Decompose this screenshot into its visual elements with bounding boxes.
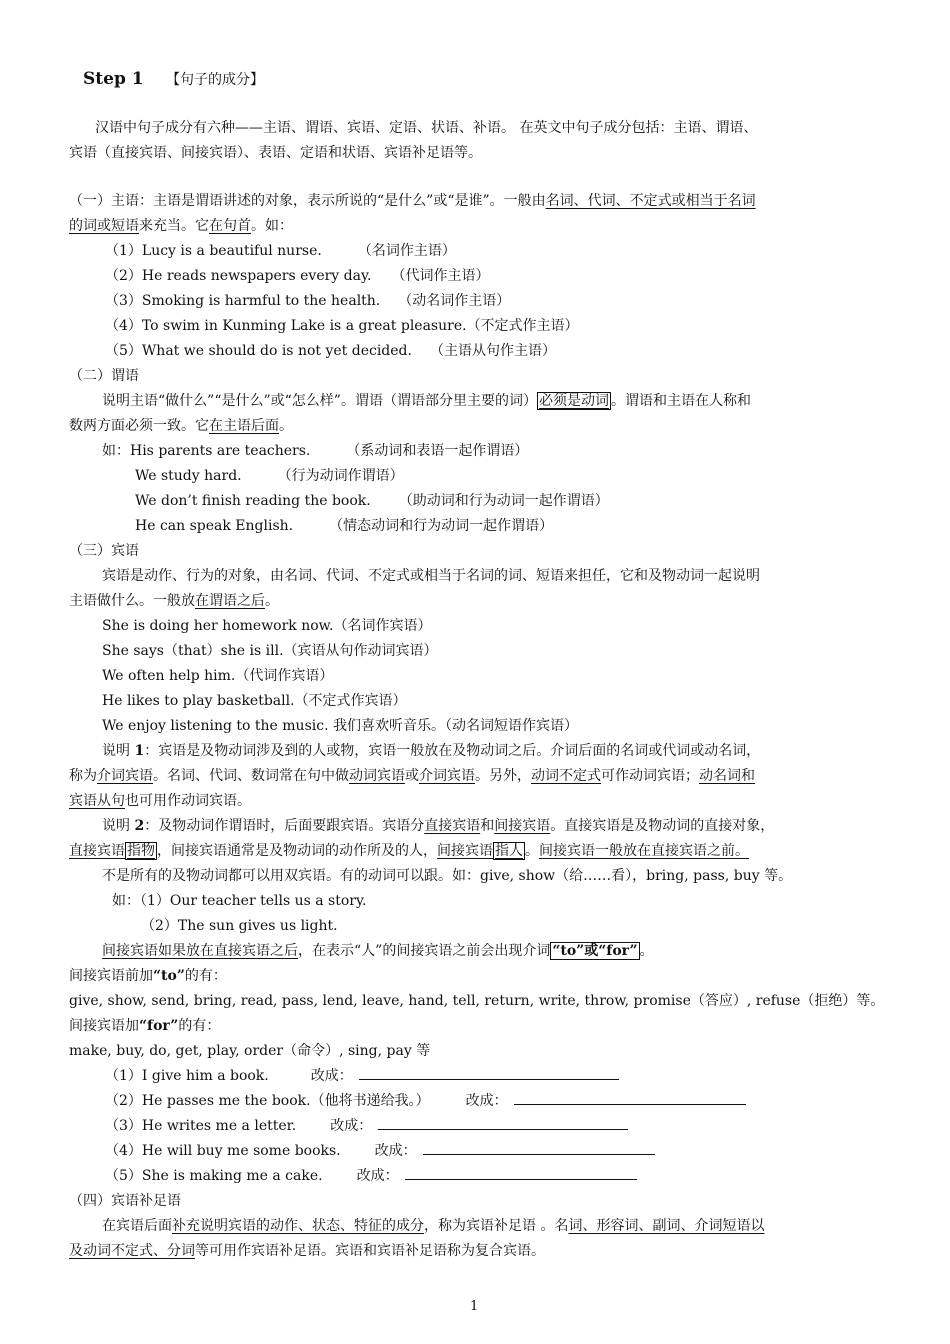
text: 在宾语后面 (102, 1218, 172, 1234)
underlined-text: 宾语从句 (69, 793, 125, 809)
example-note: （动名词作主语） (398, 293, 511, 309)
underlined-text: 间接宾语一般放在直接宾语之前。 (539, 843, 749, 859)
example-line (135, 492, 609, 510)
example-note: （主语从句作主语） (429, 343, 556, 359)
section-title: （二）谓语 (69, 368, 139, 384)
underlined-text: 间接宾语 (437, 843, 493, 859)
text: 说明主语“做什么”“是什么”或“怎么样”。谓语（谓语部分里主要的词） (102, 393, 537, 409)
example-note: （名词作主语） (357, 243, 456, 259)
drill-item (105, 1142, 655, 1160)
text: 数两方面必须一致。它 (69, 418, 209, 434)
text: 。如： (251, 218, 293, 234)
drill-question: （3）He writes me a letter. (105, 1118, 297, 1134)
text: 。谓语和主语在人称和 (610, 393, 751, 409)
text: 的有： (184, 968, 227, 984)
drill-label: 改成： (356, 1168, 399, 1184)
example-note: （代词作主语） (391, 268, 490, 284)
for-verbs-list: make, buy, do, get, play, order（命令）, sing, pay 等 (69, 1043, 431, 1059)
text: 说明 (102, 818, 135, 834)
underlined-text: 介词宾语 (419, 768, 475, 784)
bold-text: “to” (153, 968, 185, 984)
answer-blank[interactable] (359, 1067, 619, 1080)
example-sentence: （2）He reads newspapers every day. (105, 268, 372, 284)
underlined-text: 名词、代词、不定式或相当于名词 (545, 193, 756, 209)
intro-line-1: 汉语中句子成分有六种——主语、谓语、宾语、定语、状语、补语。 在英文中句子成分包括：主语、谓语、 (95, 120, 758, 136)
underlined-text: 动词宾语 (349, 768, 405, 784)
text: 。直接宾语是及物动词的直接对象， (550, 818, 775, 834)
drill-label: 改成： (330, 1118, 373, 1134)
answer-blank[interactable] (423, 1142, 655, 1155)
example-line (135, 467, 404, 485)
note-1-line-2 (69, 767, 755, 785)
boxed-text: “to”或“for” (552, 943, 638, 959)
text: 也可用作动词宾语。 (125, 793, 251, 809)
complement-definition-line-1 (102, 1217, 764, 1235)
object-definition-line-2 (69, 592, 279, 610)
note-2-line-1 (102, 817, 774, 835)
example-line: 如：（1）Our teacher tells us a story. (112, 893, 367, 909)
note-1-line-3 (69, 792, 251, 810)
example-sentence: He can speak English. (135, 518, 294, 534)
boxed-text: 必须是动词 (538, 393, 609, 409)
to-verbs-heading (69, 967, 227, 985)
text: 间接宾语加 (69, 1018, 139, 1034)
example-line (102, 442, 528, 460)
example-line: She is doing her homework now.（名词作宾语） (102, 618, 432, 634)
note-1-line-1 (102, 742, 760, 760)
example-line: （2）The sun gives us light. (141, 918, 338, 934)
drill-question: （1）I give him a book. (105, 1068, 269, 1084)
drill-label: 改成： (374, 1143, 417, 1159)
text: 和 (480, 818, 495, 834)
topic-label: 【句子的成分】 (166, 72, 265, 88)
example-note: （行为动词作谓语） (277, 468, 404, 484)
drill-item (105, 1117, 628, 1135)
example-line: He likes to play basketball.（不定式作宾语） (102, 693, 407, 709)
predicate-definition-line-1 (102, 392, 751, 410)
text: （一）主语：主语是谓语讲述的对象，表示所说的“是什么”或“是谁”。一般由 (69, 193, 546, 209)
drill-label: 改成： (465, 1093, 508, 1109)
note-number: 1 (134, 743, 145, 759)
underlined-text: 间接宾语如果放在直接宾语之后 (102, 943, 298, 959)
drill-item (105, 1167, 637, 1185)
to-verbs-list: give, show, send, bring, read, pass, lend, leave, hand, tell, return, write, throw, promise（答应）, refuse（拒绝）等。 (69, 993, 885, 1009)
intro-line-2: 宾语（直接宾语、间接宾语）、表语、定语和状语、宾语补足语等。 (69, 145, 482, 161)
example-line: We often help him.（代词作宾语） (102, 668, 334, 684)
underlined-text: 在句首 (209, 218, 251, 234)
underlined-text: 动名词和 (699, 768, 755, 784)
section-title: （四）宾语补足语 (69, 1193, 181, 1209)
example-line: She says（that）she is ill.（宾语从句作动词宾语） (102, 643, 438, 659)
answer-blank[interactable] (514, 1092, 746, 1105)
text: 说明 (102, 743, 135, 759)
underlined-text: 直接宾语 (69, 843, 125, 859)
example-line (105, 292, 510, 310)
answer-blank[interactable] (378, 1117, 628, 1130)
example-note: （情态动词和行为动词一起作谓语） (329, 518, 554, 534)
text: 或 (405, 768, 419, 784)
underlined-text: 动词不定式 (531, 768, 601, 784)
example-note: （系动词和表语一起作谓语） (346, 443, 529, 459)
text: 可作动词宾语； (601, 768, 699, 784)
text: ：及物动词作谓语时，后面要跟宾语。宾语分 (144, 818, 425, 834)
text: ：宾语是及物动词涉及到的人或物，宾语一般放在及物动词之后。介词后面的名词或代词或动名词， (144, 743, 761, 759)
example-sentence: 如：His parents are teachers. (102, 443, 311, 459)
drill-question: （4）He will buy me some books. (105, 1143, 341, 1159)
example-line: We enjoy listening to the music. 我们喜欢听音乐。（动名词短语作宾语） (102, 718, 578, 734)
section-title: （三）宾语 (69, 543, 139, 559)
text: 主语做什么。一般放 (69, 593, 195, 609)
text: 来充当。它 (139, 218, 209, 234)
example-note: （助动词和行为动词一起作谓语） (398, 493, 609, 509)
subject-definition-line-1 (69, 192, 756, 210)
example-sentence: We don’t finish reading the book. (135, 493, 371, 509)
underlined-text: 直接宾语 (424, 818, 481, 834)
boxed-text: 指人 (495, 843, 523, 859)
text: 。 (525, 843, 539, 859)
page-number: 1 (470, 1299, 479, 1314)
example-line (105, 317, 579, 335)
note-2-line-4 (102, 942, 654, 960)
underlined-text: 及动词不定式、分词 (69, 1243, 195, 1259)
text: 的有： (178, 1018, 221, 1034)
underlined-text: 词、形容词、副词、介词短语以 (568, 1218, 765, 1234)
text: 。 (265, 593, 279, 609)
example-line (135, 517, 553, 535)
example-line (105, 242, 456, 260)
drill-item (105, 1092, 746, 1110)
drill-question: （2）He passes me the book.（他将书递给我。） (105, 1093, 430, 1109)
underlined-text: 在谓语之后 (195, 593, 265, 609)
predicate-definition-line-2 (69, 417, 293, 435)
drill-question: （5）She is making me a cake. (105, 1168, 323, 1184)
for-verbs-heading (69, 1017, 220, 1035)
underlined-text: 的词或短语 (69, 218, 139, 234)
answer-blank[interactable] (405, 1167, 637, 1180)
text: 。 (279, 418, 293, 434)
drill-label: 改成： (310, 1068, 353, 1084)
underlined-text: 介词宾语 (97, 768, 153, 784)
text: 。另外， (475, 768, 531, 784)
subject-definition-line-2 (69, 217, 293, 235)
note-number: 2 (134, 818, 145, 834)
example-sentence: We study hard. (135, 468, 242, 484)
example-note: （不定式作主语） (466, 318, 579, 334)
example-sentence: （5）What we should do is not yet decided. (105, 343, 412, 359)
example-sentence: （3）Smoking is harmful to the health. (105, 293, 381, 309)
boxed-text: 指物 (127, 843, 155, 859)
text: 。名词、代词、数词常在句中做 (153, 768, 349, 784)
step-label: Step 1 (83, 69, 144, 89)
complement-definition-line-2 (69, 1242, 545, 1260)
text: 。 (639, 943, 654, 959)
bold-text: “for” (139, 1018, 179, 1034)
example-line (105, 342, 556, 360)
text: ，称为宾语补足语 。名 (424, 1218, 569, 1234)
page-heading (83, 70, 264, 89)
example-line (105, 267, 489, 285)
example-sentence: （1）Lucy is a beautiful nurse. (105, 243, 322, 259)
text: 间接宾语前加 (69, 968, 153, 984)
note-2-line-3: 不是所有的及物动词都可以用双宾语。有的动词可以跟。如：give, show（给……看），bring, pass, buy 等。 (102, 868, 793, 884)
text: ，间接宾语通常是及物动词的动作所及的人， (157, 843, 437, 859)
note-2-line-2 (69, 842, 749, 860)
object-definition-line-1: 宾语是动作、行为的对象，由名词、代词、不定式或相当于名词的词、短语来担任，它和及物动词一起说明 (102, 568, 760, 584)
drill-item (105, 1067, 619, 1085)
underlined-text: 在主语后面 (209, 418, 279, 434)
underlined-text: 间接宾语 (494, 818, 551, 834)
example-sentence: （4）To swim in Kunming Lake is a great pleasure. (105, 318, 467, 334)
text: ，在表示“人”的间接宾语之前会出现介词 (298, 943, 551, 959)
text: 称为 (69, 768, 97, 784)
underlined-text: 补充说明宾语的动作、状态、特征的成分 (172, 1218, 424, 1234)
text: 等可用作宾语补足语。宾语和宾语补足语称为复合宾语。 (195, 1243, 545, 1259)
